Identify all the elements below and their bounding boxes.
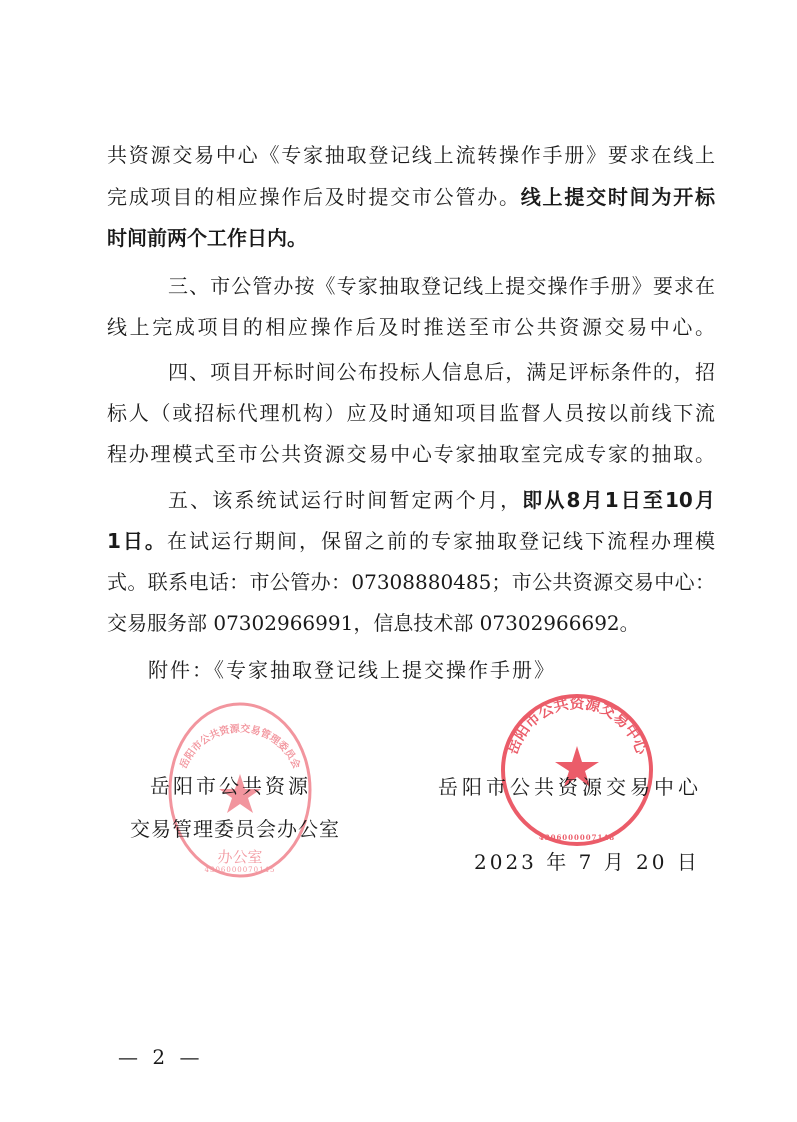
page-number: — 2 — xyxy=(118,1045,204,1069)
body-line: 三、市公管办按《专家抽取登记线上提交操作手册》要求在 xyxy=(168,274,715,298)
seal-code: 4306000070145 xyxy=(204,866,276,874)
attachment-line: 附件：《专家抽取登记线上提交操作手册》 xyxy=(148,658,556,682)
body-line: 四、项目开标时间公布投标人信息后，满足评标条件的，招 xyxy=(168,360,715,384)
body-line: 式。联系电话：市公管办：07308880485；市公共资源交易中心： xyxy=(107,570,715,594)
body-line xyxy=(107,183,715,211)
body-line xyxy=(168,486,715,514)
bold-text: 1日。 xyxy=(107,529,167,553)
body-line xyxy=(107,527,715,555)
body-line: 程办理模式至市公共资源交易中心专家抽取室完成专家的抽取。 xyxy=(107,442,715,466)
seal-right xyxy=(497,690,657,850)
seal-code: 4306000007148 xyxy=(538,833,616,842)
signature-left-line1: 岳阳市公共资源 xyxy=(150,774,311,798)
bold-text: 线上提交时间为开标 xyxy=(520,185,716,209)
body-line: 标人（或招标代理机构）应及时通知项目监督人员按以前线下流 xyxy=(107,401,715,425)
body-line: 交易服务部 07302966991，信息技术部 07302966692。 xyxy=(107,611,640,635)
signature-right: 岳阳市公共资源交易中心 xyxy=(438,775,702,799)
text: 完成项目的相应操作后及时提交市公管办。 xyxy=(107,185,521,209)
svg-text:岳阳市公共资源交易管理委员会 xyxy=(177,722,304,771)
body-line: 共资源交易中心《专家抽取登记线上流转操作手册》要求在线上 xyxy=(107,143,715,167)
seal-text: 岳阳市公共资源交易中心 xyxy=(503,694,651,757)
body-line: 线上完成项目的相应操作后及时推送至市公共资源交易中心。 xyxy=(107,315,715,339)
bold-text: 即从8月1日至10月 xyxy=(522,488,715,512)
body-line xyxy=(107,224,307,252)
bold-text: 时间前两个工作日内。 xyxy=(107,226,307,250)
seal-text: 岳阳市公共资源交易管理委员会 xyxy=(178,723,302,771)
signature-date: 2023 年 7 月 20 日 xyxy=(474,850,700,874)
signature-left-line2: 交易管理委员会办公室 xyxy=(130,817,340,841)
text: 在试运行期间，保留之前的专家抽取登记线下流程办理模 xyxy=(166,529,716,553)
seal-text: 办公室 xyxy=(217,848,263,866)
text: 五、该系统试运行时间暂定两个月， xyxy=(168,488,523,512)
